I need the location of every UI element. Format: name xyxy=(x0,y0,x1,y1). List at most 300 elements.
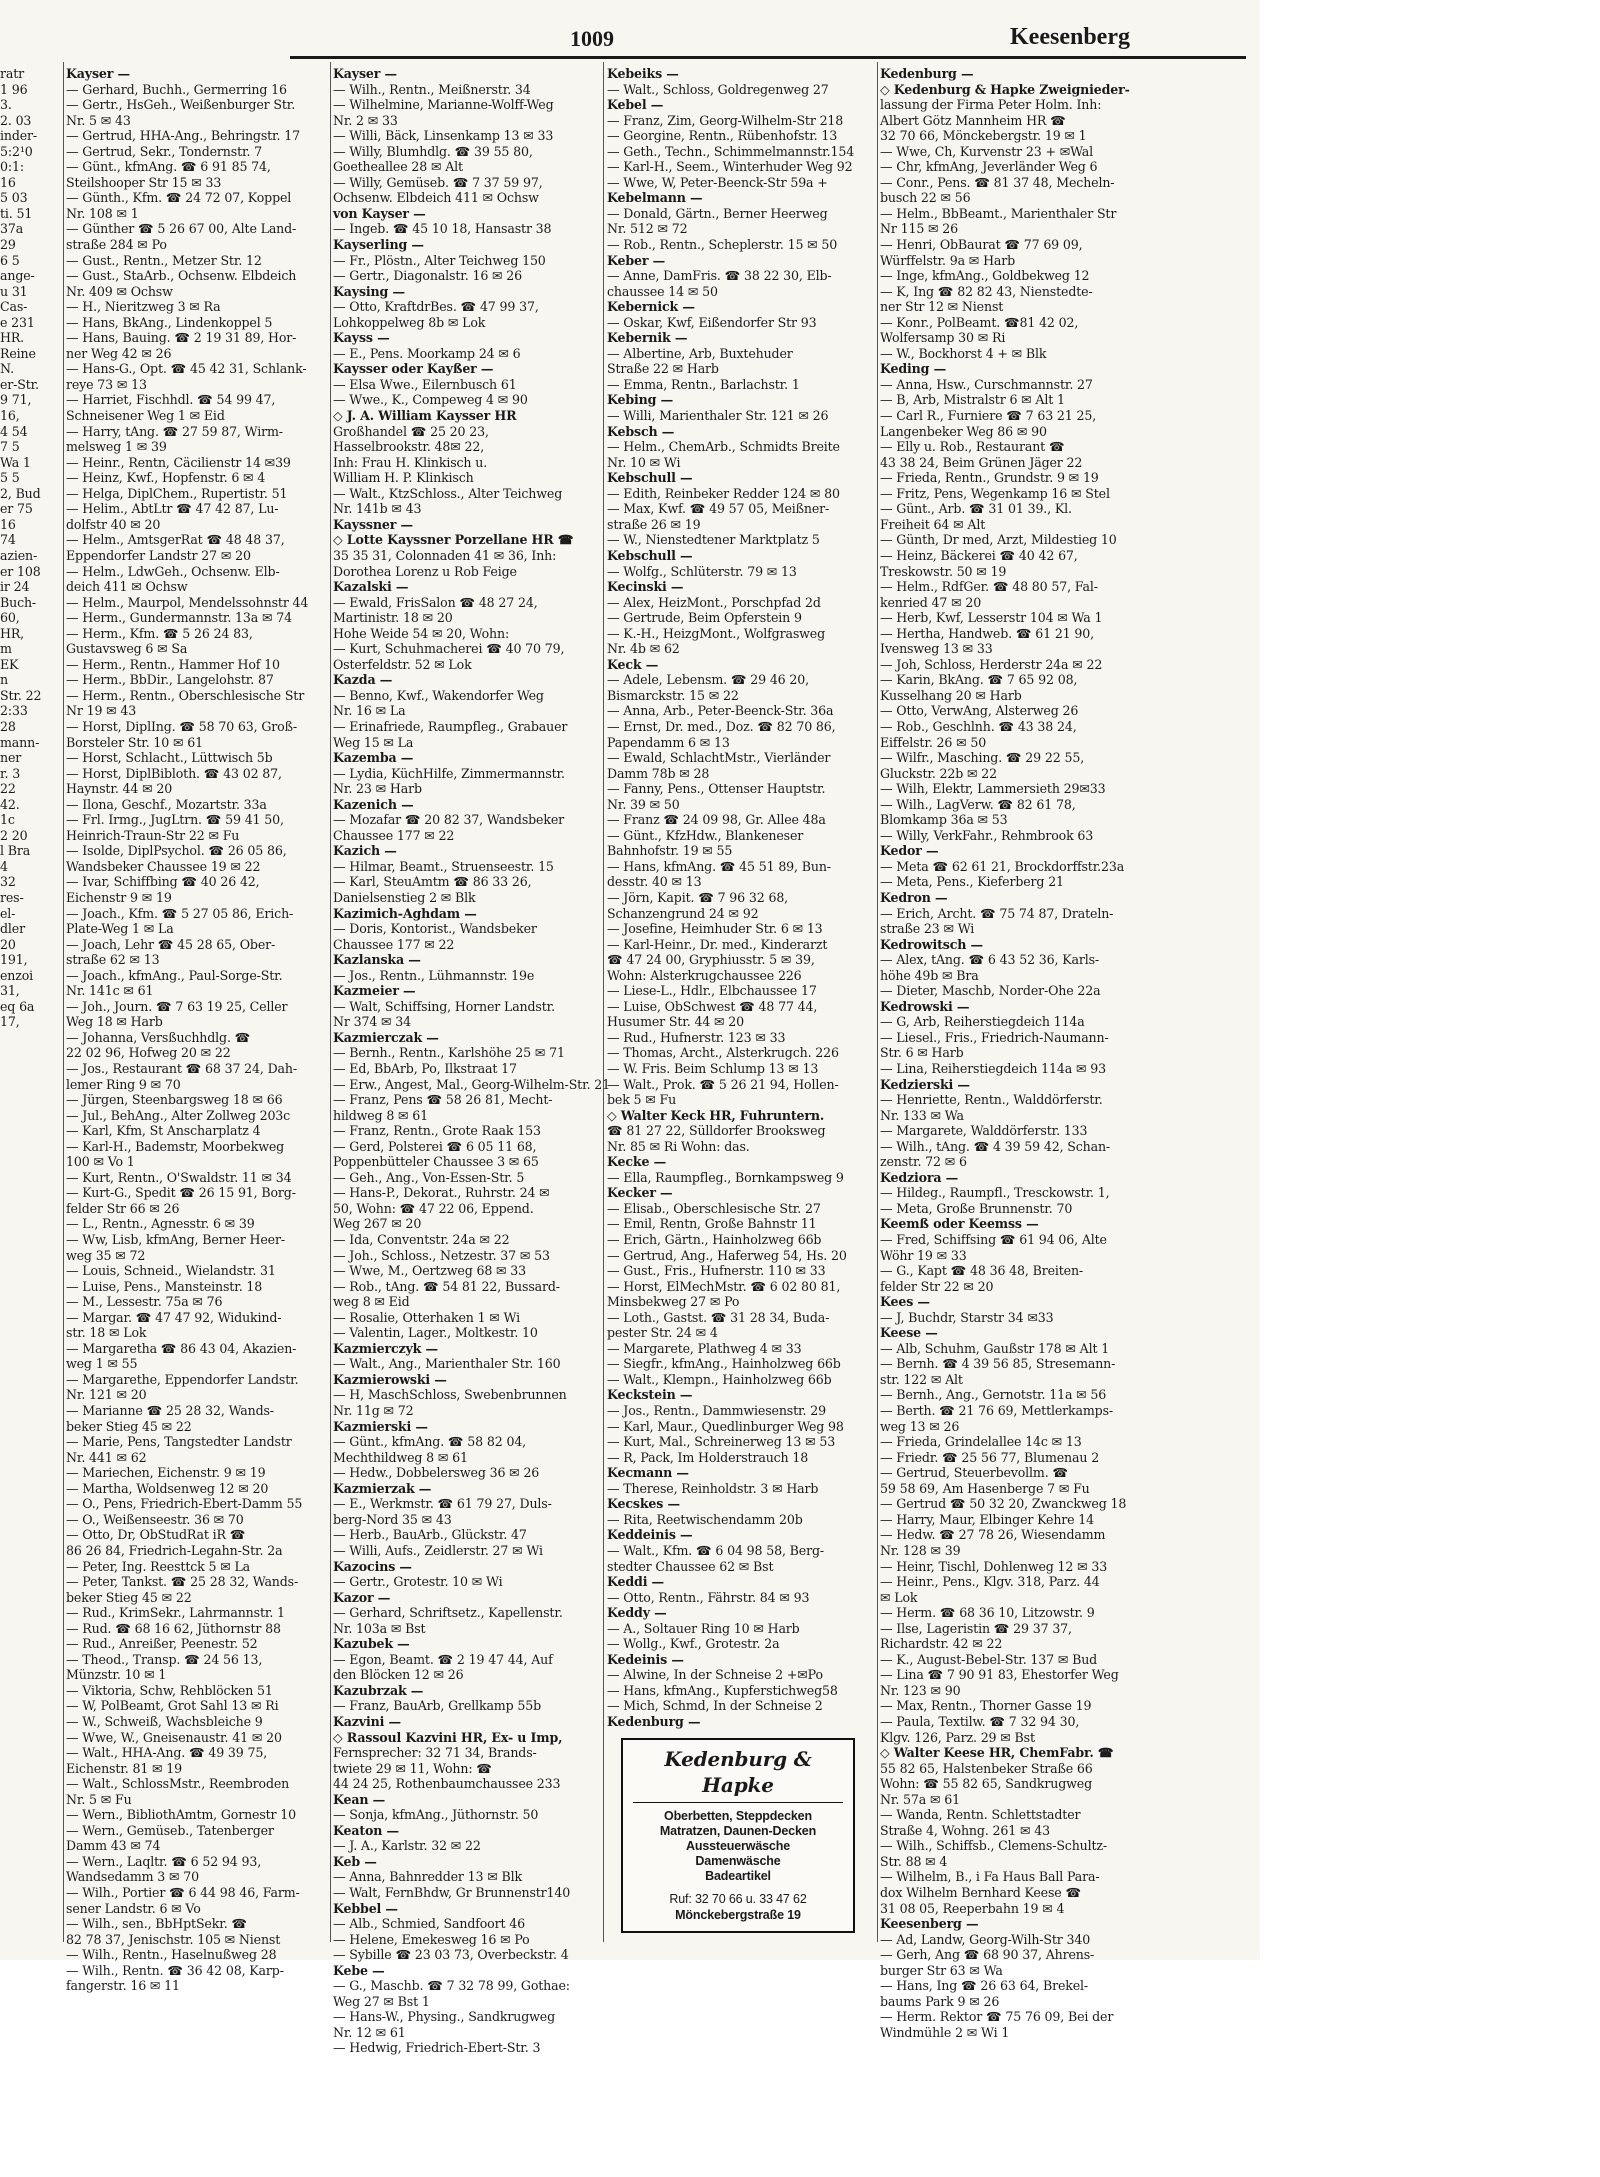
cut-off-line: Cas- xyxy=(0,299,28,315)
directory-line: — Rud., KrimSekr., Lahrmannstr. 1 xyxy=(66,1605,285,1621)
directory-line: — Walt, FernBhdw, Gr Brunnenstr140 xyxy=(333,1884,571,1900)
directory-line: — Geh., Ang., Von-Essen-Str. 5 xyxy=(333,1169,525,1185)
directory-line: Kebe — xyxy=(333,1962,385,1978)
directory-line: Haynstr. 44 ✉ 20 xyxy=(66,781,173,797)
cut-off-line: 37a xyxy=(0,221,24,237)
directory-line: — Walt., SchlossMstr., Reembroden xyxy=(66,1776,290,1792)
directory-line: — Frieda, Rentn., Grundstr. 9 ✉ 19 xyxy=(880,470,1099,486)
directory-line: baums Park 9 ✉ 26 xyxy=(880,1993,1000,2009)
directory-line: Damm 43 ✉ 74 xyxy=(66,1838,161,1854)
directory-line: — Willy, VerkFahr., Rehmbrook 63 xyxy=(880,827,1094,843)
directory-line: — Friedr. ☎ 25 56 77, Blumenau 2 xyxy=(880,1449,1100,1465)
directory-line: Nr 19 ✉ 43 xyxy=(66,703,137,719)
directory-line: — Günt., Arb. ☎ 31 01 39., Kl. xyxy=(880,501,1072,517)
directory-line: Kazich — xyxy=(333,843,397,859)
directory-line: — Günt., KfzHdw., Blankeneser xyxy=(607,827,804,843)
directory-line: — Margarethe, Eppendorfer Landstr. xyxy=(66,1371,299,1387)
directory-line: — Günther ☎ 5 26 67 00, Alte Land- xyxy=(66,221,297,237)
directory-line: Nr. 108 ✉ 1 xyxy=(66,205,139,221)
column-divider xyxy=(63,62,64,1942)
directory-line: Keck — xyxy=(607,656,659,672)
cut-off-line: ange- xyxy=(0,268,35,284)
directory-line: Keding — xyxy=(880,361,947,377)
cut-off-line: 28 xyxy=(0,718,16,734)
cut-off-line: ti. 51 xyxy=(0,205,33,221)
directory-line: — Wwe, M., Oertzweg 68 ✉ 33 xyxy=(333,1263,527,1279)
directory-line: chaussee 14 ✉ 50 xyxy=(607,283,718,299)
cut-off-line: 9 71, xyxy=(0,392,32,408)
directory-line: — Rud. ☎ 68 16 62, Jüthornstr 88 xyxy=(66,1620,281,1636)
directory-line: — Gerd, Polsterei ☎ 6 05 11 68, xyxy=(333,1138,537,1154)
directory-line: Kazenich — xyxy=(333,796,414,812)
directory-line: — Conr., Pens. ☎ 81 37 48, Mecheln- xyxy=(880,174,1115,190)
directory-line: — W, PolBeamt, Grot Sahl 13 ✉ Ri xyxy=(66,1698,279,1714)
directory-line: Kebel — xyxy=(607,97,664,113)
directory-line: höhe 49b ✉ Bra xyxy=(880,967,979,983)
directory-line: — Herm., Kfm. ☎ 5 26 24 83, xyxy=(66,625,253,641)
directory-line: — Walt, Schiffsing, Horner Landstr. xyxy=(333,998,555,1014)
column-3-lines xyxy=(607,66,875,1730)
directory-line: — Herm. Rektor ☎ 75 76 09, Bei der xyxy=(880,2009,1114,2025)
directory-line: — Wilh, Elektr, Lammersieth 29✉33 xyxy=(880,781,1106,797)
directory-line: — Wilh., Rentn. ☎ 36 42 08, Karp- xyxy=(66,1962,284,1978)
directory-line: busch 22 ✉ 56 xyxy=(880,190,971,206)
directory-line: — Kurt, Mal., Schreinerweg 13 ✉ 53 xyxy=(607,1434,836,1450)
directory-line: Kazvini — xyxy=(333,1713,401,1729)
directory-line: — Willi, Aufs., Zeidlerstr. 27 ✉ Wi xyxy=(333,1542,543,1558)
directory-line: Borsteler Str. 10 ✉ 61 xyxy=(66,734,203,750)
directory-line: — Ad, Landw, Georg-Wilh-Str 340 xyxy=(880,1931,1091,1947)
directory-line: Kebernick — xyxy=(607,299,695,315)
directory-line: Nr 374 ✉ 34 xyxy=(333,1014,412,1030)
directory-line: — Jos., Rentn., Dammwiesenstr. 29 xyxy=(607,1403,826,1419)
directory-line: Eiffelstr. 26 ✉ 50 xyxy=(880,734,987,750)
directory-line: Kaysing — xyxy=(333,283,405,299)
directory-line: Kebernik — xyxy=(607,330,688,346)
directory-line: — Walt., Klempn., Hainholzweg 66b xyxy=(607,1371,832,1387)
directory-line: Schneisener Weg 1 ✉ Eid xyxy=(66,408,225,424)
directory-line: — Sybille ☎ 23 03 73, Overbeckstr. 4 xyxy=(333,1947,569,1963)
directory-line: — Anne, DamFris. ☎ 38 22 30, Elb- xyxy=(607,268,832,284)
directory-line: — Gertrud, Steuerbevollm. ☎ xyxy=(880,1465,1068,1481)
directory-line: hildweg 8 ✉ 61 xyxy=(333,1107,429,1123)
directory-line: Gluckstr. 22b ✉ 22 xyxy=(880,765,998,781)
cut-off-line: 17, xyxy=(0,1014,20,1030)
directory-line: — Joach., kfmAng., Paul-Sorge-Str. xyxy=(66,967,283,983)
directory-line: Treskowstr. 50 ✉ 19 xyxy=(880,563,1007,579)
directory-line: Nr. 121 ✉ 20 xyxy=(66,1387,147,1403)
directory-line: weg 1 ✉ 55 xyxy=(66,1356,138,1372)
cut-off-line: HR, xyxy=(0,625,25,641)
directory-line: melsweg 1 ✉ 39 xyxy=(66,439,167,455)
directory-line: Eichenstr 9 ✉ 19 xyxy=(66,889,172,905)
directory-line: Kedrowski — xyxy=(880,998,970,1014)
column-0-cutoff xyxy=(0,66,60,1946)
directory-line: — Georgine, Rentn., Rübenhofstr. 13 xyxy=(607,128,838,144)
cut-off-line: er 108 xyxy=(0,563,41,579)
directory-line: Chaussee 177 ✉ 22 xyxy=(333,936,455,952)
cut-off-line: ratr xyxy=(0,66,25,81)
directory-line: — Alb., Schmied, Sandfoort 46 xyxy=(333,1916,525,1932)
directory-line: — Hans-W., Physing., Sandkrugweg xyxy=(333,2009,555,2025)
directory-line: Kayser — xyxy=(333,66,397,81)
directory-line: 44 24 25, Rothenbaumchaussee 233 xyxy=(333,1776,561,1792)
directory-line: — K.-H., HeizgMont., Wolfgrasweg xyxy=(607,625,825,641)
directory-line: — Walt., KtzSchloss., Alter Teichweg xyxy=(333,485,563,501)
cut-off-line: 42. xyxy=(0,796,20,812)
directory-line: Eppendorfer Landstr 27 ✉ 20 xyxy=(66,547,251,563)
directory-line: — Therese, Reinholdstr. 3 ✉ Harb xyxy=(607,1480,819,1496)
directory-line: — Wilh., Rentn., Meißnerstr. 34 xyxy=(333,81,531,97)
directory-line: lemer Ring 9 ✉ 70 xyxy=(66,1076,181,1092)
directory-line: — Hans, kfmAng. ☎ 45 51 89, Bun- xyxy=(607,858,831,874)
directory-line: — Marianne ☎ 25 28 32, Wands- xyxy=(66,1403,274,1419)
directory-line: — Horst, ElMechMstr. ☎ 6 02 80 81, xyxy=(607,1278,841,1294)
directory-line: — Kurt, Rentn., O'Swaldstr. 11 ✉ 34 xyxy=(66,1169,292,1185)
directory-line: — Franz ☎ 24 09 98, Gr. Allee 48a xyxy=(607,812,826,828)
directory-line: Nr. 103a ✉ Bst xyxy=(333,1620,426,1636)
directory-line: Nr. 441 ✉ 62 xyxy=(66,1449,147,1465)
directory-line: — Frieda, Grindelallee 14c ✉ 13 xyxy=(880,1434,1082,1450)
directory-line: Kayss — xyxy=(333,330,390,346)
directory-line: — Helim., AbtLtr ☎ 47 42 87, Lu- xyxy=(66,501,279,517)
cut-off-line: ir 24 xyxy=(0,579,30,595)
directory-line: — Helm., Maurpol, Mendelssohnstr 44 xyxy=(66,594,309,610)
cut-off-line: n xyxy=(0,672,8,688)
directory-line: — Lina ☎ 7 90 91 83, Ehestorfer Weg xyxy=(880,1667,1119,1683)
directory-line: — Fred, Schiffsing ☎ 61 94 06, Alte xyxy=(880,1232,1107,1248)
directory-line: — Wolfg., Schlüterstr. 79 ✉ 13 xyxy=(607,563,797,579)
cut-off-line: mann- xyxy=(0,734,40,750)
directory-line: 59 58 69, Am Hasenberge 7 ✉ Fu xyxy=(880,1480,1090,1496)
directory-line: — Sonja, kfmAng., Jüthornstr. 50 xyxy=(333,1807,539,1823)
directory-line: — Inge, kfmAng., Goldbekweg 12 xyxy=(880,268,1090,284)
directory-line: — Rob., Geschlnh. ☎ 43 38 24, xyxy=(880,718,1077,734)
directory-line: — Frl. Irmg., JugLtrn. ☎ 59 41 50, xyxy=(66,812,284,828)
directory-line: — Heinz, Kwf., Hopfenstr. 6 ✉ 4 xyxy=(66,470,266,486)
directory-line: — Gertrud ☎ 50 32 20, Zwanckweg 18 xyxy=(880,1496,1127,1512)
directory-line: — Kurt-G., Spedit ☎ 26 15 91, Borg- xyxy=(66,1185,296,1201)
directory-line: — Max, Rentn., Thorner Gasse 19 xyxy=(880,1698,1092,1714)
cut-off-line: 20 xyxy=(0,936,16,952)
directory-line: Kean — xyxy=(333,1791,386,1807)
directory-line: 35 35 31, Colonnaden 41 ✉ 36, Inh: xyxy=(333,547,557,563)
directory-line: — Wern., Laqltr. ☎ 6 52 94 93, xyxy=(66,1853,262,1869)
cut-off-line: 29 xyxy=(0,237,16,253)
directory-line: — Ed, BbArb, Po, Ilkstraat 17 xyxy=(333,1061,517,1076)
directory-line: Wohn: ☎ 55 82 65, Sandkrugweg xyxy=(880,1776,1092,1792)
directory-line: — Willy, Gemüseb. ☎ 7 37 59 97, xyxy=(333,174,543,190)
directory-line: — Wern., Gemüseb., Tatenberger xyxy=(66,1822,274,1838)
directory-line: — Gerhard, Schriftsetz., Kapellenstr. xyxy=(333,1605,563,1621)
directory-line: — Josefine, Heimhuder Str. 6 ✉ 13 xyxy=(607,921,823,937)
directory-line: Kazubek — xyxy=(333,1636,410,1652)
cut-off-line: 3. xyxy=(0,97,12,113)
directory-line: — Walt., Kfm. ☎ 6 04 98 58, Berg- xyxy=(607,1542,824,1558)
directory-line: Fernsprecher: 32 71 34, Brands- xyxy=(333,1745,537,1761)
directory-line: — Walt., HHA-Ang. ☎ 49 39 75, xyxy=(66,1745,268,1761)
directory-line: Wohn: Alsterkrugchaussee 226 xyxy=(607,967,802,983)
directory-line: Kebeiks — xyxy=(607,66,679,81)
directory-line: Langenbeker Weg 86 ✉ 90 xyxy=(880,423,1047,439)
directory-line: kenried 47 ✉ 20 xyxy=(880,594,982,610)
directory-line: — Gerh, Ang ☎ 68 90 37, Ahrens- xyxy=(880,1947,1095,1963)
directory-line: Kazocins — xyxy=(333,1558,412,1574)
directory-line: — Herm., Rentn., Oberschlesische Str xyxy=(66,687,305,703)
directory-line: — Carl R., Furniere ☎ 7 63 21 25, xyxy=(880,408,1097,424)
directory-line: — Otto, KraftdrBes. ☎ 47 99 37, xyxy=(333,299,539,315)
directory-line: Kebschull — xyxy=(607,547,693,563)
directory-line: ◇ Kedenburg & Hapke Zweignieder- xyxy=(880,81,1130,97)
directory-line: — Horst, DiplBibloth. ☎ 43 02 87, xyxy=(66,765,282,781)
directory-line: Husumer Str. 44 ✉ 20 xyxy=(607,1014,745,1030)
directory-line: Str. 88 ✉ 4 xyxy=(880,1853,948,1869)
directory-line: dolfstr 40 ✉ 20 xyxy=(66,516,161,532)
directory-line: Goetheallee 28 ✉ Alt xyxy=(333,159,463,175)
directory-line: — Anna, Bahnredder 13 ✉ Blk xyxy=(333,1869,522,1885)
directory-line: 55 82 65, Halstenbeker Straße 66 xyxy=(880,1760,1093,1776)
directory-line: — Theod., Transp. ☎ 24 56 13, xyxy=(66,1651,263,1667)
directory-line: — Herm., Rentn., Hammer Hof 10 xyxy=(66,656,280,672)
cut-off-line: 1c xyxy=(0,812,15,828)
directory-line: ◇ J. A. William Kaysser HR xyxy=(333,408,517,424)
directory-line: — Fr., Plöstn., Alter Teichweg 150 xyxy=(333,252,546,268)
directory-line: — Gertrud, Ang., Haferweg 54, Hs. 20 xyxy=(607,1247,847,1263)
directory-line: — Ernst, Dr. med., Doz. ☎ 82 70 86, xyxy=(607,718,836,734)
directory-line: — Helga, DiplChem., Rupertistr. 51 xyxy=(66,485,288,501)
directory-line: — Wwe, Ch, Kurvenstr 23 + ✉Wal xyxy=(880,143,1094,159)
directory-line: desstr. 40 ✉ 13 xyxy=(607,874,702,890)
directory-line: — Elisab., Oberschlesische Str. 27 xyxy=(607,1200,821,1216)
directory-line: — Donald, Gärtn., Berner Heerweg xyxy=(607,205,828,221)
directory-line: — Rita, Reetwischendamm 20b xyxy=(607,1511,803,1527)
directory-line: — Helm., LdwGeh., Ochsenw. Elb- xyxy=(66,563,280,579)
directory-line: — Gust., StaArb., Ochsenw. Elbdeich xyxy=(66,268,297,284)
directory-line: — Wilh., tAng. ☎ 4 39 59 42, Schan- xyxy=(880,1138,1111,1154)
cut-off-line: Str. 22 xyxy=(0,687,42,703)
directory-line: beker Stieg 45 ✉ 22 xyxy=(66,1589,192,1605)
directory-line: fangerstr. 16 ✉ 11 xyxy=(66,1978,180,1994)
ad-street: Mönckebergstraße 19 xyxy=(675,1907,801,1922)
directory-line: — Hans, kfmAng., Kupferstichweg58 xyxy=(607,1682,838,1698)
directory-line: — Jos., Rentn., Lühmannstr. 19e xyxy=(333,967,535,983)
directory-line: — Luise, ObSchwest ☎ 48 77 44, xyxy=(607,998,818,1014)
column-3 xyxy=(607,66,875,1946)
cut-off-line: e 231 xyxy=(0,314,35,330)
directory-line: reye 73 ✉ 13 xyxy=(66,376,147,392)
directory-line: — Martha, Woldsenweg 12 ✉ 20 xyxy=(66,1480,269,1496)
directory-line: — Erich, Archt. ☎ 75 74 87, Drateln- xyxy=(880,905,1114,921)
directory-line: Kazor — xyxy=(333,1589,391,1605)
directory-line: — Willi, Marienthaler Str. 121 ✉ 26 xyxy=(607,408,829,424)
directory-line: den Blöcken 12 ✉ 26 xyxy=(333,1667,464,1683)
directory-line: stedter Chaussee 62 ✉ Bst xyxy=(607,1558,774,1574)
cut-off-line: 1 96 xyxy=(0,81,28,97)
directory-line: — Johanna, Versßuchhdlg. ☎ xyxy=(66,1029,251,1045)
directory-line: — Viktoria, Schw, Rehblöcken 51 xyxy=(66,1682,273,1698)
directory-line: twiete 29 ✉ 11, Wohn: ☎ xyxy=(333,1760,492,1776)
cut-off-line: 191, xyxy=(0,952,28,968)
directory-line: Richardstr. 42 ✉ 22 xyxy=(880,1636,1003,1652)
directory-line: — Rud., Hufnerstr. 123 ✉ 33 xyxy=(607,1029,786,1045)
directory-line: — Geth., Techn., Schimmelmannstr.154 xyxy=(607,143,855,159)
directory-line: Poppenbütteler Chaussee 3 ✉ 65 xyxy=(333,1154,539,1170)
directory-line: — Günth, Dr med, Arzt, Mildestieg 10 xyxy=(880,532,1117,548)
directory-line: Keddeinis — xyxy=(607,1527,693,1543)
directory-line: — Hans, Ing ☎ 26 63 64, Brekel- xyxy=(880,1978,1089,1994)
directory-line: Kedenburg — xyxy=(607,1713,701,1729)
cut-off-line: er-Str. xyxy=(0,376,40,392)
directory-line: Danielsenstieg 2 ✉ Blk xyxy=(333,889,476,905)
cut-off-line: 16 xyxy=(0,174,16,190)
directory-line: — Joh., Journ. ☎ 7 63 19 25, Celler xyxy=(66,998,288,1014)
directory-line: — Helene, Emekesweg 16 ✉ Po xyxy=(333,1931,530,1947)
directory-line: — Bernh., Ang., Gernotstr. 11a ✉ 56 xyxy=(880,1387,1107,1403)
directory-line: Mechthildweg 8 ✉ 61 xyxy=(333,1449,468,1465)
directory-line: — Gertrud, Sekr., Tondernstr. 7 xyxy=(66,143,263,159)
directory-line: — Ww, Lisb, kfmAng, Berner Heer- xyxy=(66,1232,285,1248)
directory-line: — Adele, Lebensm. ☎ 29 46 20, xyxy=(607,672,809,688)
directory-line: — W., Schweiß, Wachsbleiche 9 xyxy=(66,1713,263,1729)
directory-line: — Albertine, Arb, Buxtehuder xyxy=(607,345,793,361)
directory-line: Kees — xyxy=(880,1294,930,1310)
directory-line: — Elly u. Rob., Restaurant ☎ xyxy=(880,439,1065,455)
directory-line: — Harriet, Fischhdl. ☎ 54 99 47, xyxy=(66,392,276,408)
directory-line: — Siegfr., kfmAng., Hainholzweg 66b xyxy=(607,1356,841,1372)
cut-off-line: m xyxy=(0,641,12,657)
directory-line: — Joach., Kfm. ☎ 5 27 05 86, Erich- xyxy=(66,905,294,921)
directory-line: Wolfersamp 30 ✉ Ri xyxy=(880,330,1006,346)
directory-line: Kebschull — xyxy=(607,470,693,486)
directory-line: Kayssner — xyxy=(333,516,413,532)
directory-line: — K., August-Bebel-Str. 137 ✉ Bud xyxy=(880,1651,1098,1667)
directory-line: 86 26 84, Friedrich-Legahn-Str. 2a xyxy=(66,1542,283,1558)
directory-line: felder Str 66 ✉ 26 xyxy=(66,1200,180,1216)
directory-line: — Helm., BbBeamt., Marienthaler Str xyxy=(880,205,1117,221)
directory-line: — L., Rentn., Agnesstr. 6 ✉ 39 xyxy=(66,1216,255,1232)
directory-line: Schanzengrund 24 ✉ 92 xyxy=(607,905,759,921)
directory-line: — Anna, Hsw., Curschmannstr. 27 xyxy=(880,376,1093,392)
directory-line: burger Str 63 ✉ Wa xyxy=(880,1962,1003,1978)
directory-line: — Hertha, Handweb. ☎ 61 21 90, xyxy=(880,625,1094,641)
directory-line: — Hans, Bauing. ☎ 2 19 31 89, Hor- xyxy=(66,330,297,346)
directory-line: Windmühle 2 ✉ Wi 1 xyxy=(880,2024,1010,2040)
cut-off-line: EK xyxy=(0,656,19,672)
directory-line: — Rob., Rentn., Scheplerstr. 15 ✉ 50 xyxy=(607,237,838,253)
directory-line: Heinrich-Traun-Str 22 ✉ Fu xyxy=(66,827,240,843)
cut-off-line: azien- xyxy=(0,547,38,563)
cut-off-line: el- xyxy=(0,905,16,921)
directory-line: — E., Werkmstr. ☎ 61 79 27, Duls- xyxy=(333,1496,552,1512)
directory-line: — Paula, Textilw. ☎ 7 32 94 30, xyxy=(880,1713,1080,1729)
directory-line: — Wilhelm, B., i Fa Haus Ball Para- xyxy=(880,1869,1100,1885)
column-divider xyxy=(603,62,604,1942)
cut-off-line: 2:33 xyxy=(0,703,28,719)
directory-line: — Peter, Ing. Reesttck 5 ✉ La xyxy=(66,1558,251,1574)
cut-off-line: Buch- xyxy=(0,594,37,610)
directory-line: Keddy — xyxy=(607,1605,667,1621)
cut-off-line: eq 6a xyxy=(0,998,35,1014)
directory-line: Bahnhofstr. 19 ✉ 55 xyxy=(607,843,733,859)
cut-off-line: 4 54 xyxy=(0,423,28,439)
directory-line: Nr. 133 ✉ Wa xyxy=(880,1107,964,1123)
directory-line: 100 ✉ Vo 1 xyxy=(66,1154,135,1170)
cut-off-line: 22 xyxy=(0,781,16,797)
cut-off-line: 6 5 xyxy=(0,252,20,268)
directory-line: — Emma, Rentn., Barlachstr. 1 xyxy=(607,376,800,392)
cut-off-line: 2, Bud xyxy=(0,485,41,501)
directory-line: Weg 15 ✉ La xyxy=(333,734,414,750)
directory-line: Kazmierczyk — xyxy=(333,1340,438,1356)
directory-line: — Loth., Gastst. ☎ 31 28 34, Buda- xyxy=(607,1309,830,1325)
directory-line: — Lydia, KüchHilfe, Zimmermannstr. xyxy=(333,765,565,781)
directory-line: Plate-Weg 1 ✉ La xyxy=(66,921,174,937)
directory-line: — Henriette, Rentn., Walddörferstr. xyxy=(880,1092,1103,1108)
directory-line: — Herb., BauArb., Glückstr. 47 xyxy=(333,1527,527,1543)
directory-line: — Karl-Heinr., Dr. med., Kinderarzt xyxy=(607,936,828,952)
cut-off-line: dler xyxy=(0,921,25,937)
directory-line: — Emil, Rentn, Große Bahnstr 11 xyxy=(607,1216,817,1232)
directory-line: Lohkoppelweg 8b ✉ Lok xyxy=(333,314,486,330)
cut-off-line: 74 xyxy=(0,532,16,548)
directory-line: — Ella, Raumpfleg., Bornkampsweg 9 xyxy=(607,1169,844,1185)
directory-line: — Franz, BauArb, Grellkamp 55b xyxy=(333,1698,541,1714)
directory-line: — Wilh., Portier ☎ 6 44 98 46, Farm- xyxy=(66,1884,300,1900)
directory-line: bek 5 ✉ Fu xyxy=(607,1092,677,1108)
directory-line: — Wern., BibliothAmtm, Gornestr 10 xyxy=(66,1807,297,1823)
directory-line: — Isolde, DiplPsychol. ☎ 26 05 86, xyxy=(66,843,287,859)
cut-off-line: 5:2¹0 xyxy=(0,143,33,159)
cut-off-line: 5 5 xyxy=(0,470,20,486)
directory-line: — Karl, SteuAmtm ☎ 86 33 26, xyxy=(333,874,532,890)
ad-product-line: Badeartikel xyxy=(705,1868,771,1883)
directory-line: — O., Pens, Friedrich-Ebert-Damm 55 xyxy=(66,1496,303,1512)
directory-line: — Ilona, Geschf., Mozartstr. 33a xyxy=(66,796,267,812)
directory-line: — Alb, Schuhm, Gaußstr 178 ✉ Alt 1 xyxy=(880,1340,1110,1356)
directory-line: Freiheit 64 ✉ Alt xyxy=(880,516,986,532)
directory-line: Chaussee 177 ✉ 22 xyxy=(333,827,455,843)
ad-product-line: Matratzen, Daunen-Decken xyxy=(659,1823,817,1838)
directory-line: Kaysser oder Kayßer — xyxy=(333,361,494,377)
directory-line: — Peter, Tankst. ☎ 25 28 32, Wands- xyxy=(66,1574,299,1590)
directory-line: Hasselbrookstr. 48✉ 22, xyxy=(333,439,485,455)
directory-line: — Margarete, Walddörferstr. 133 xyxy=(880,1123,1088,1139)
directory-line: — Ida, Conventstr. 24a ✉ 22 xyxy=(333,1232,510,1248)
header-rule xyxy=(290,56,1246,59)
ad-product-line: Damenwäsche xyxy=(695,1853,781,1868)
directory-line: — Oskar, Kwf, Eißendorfer Str 93 xyxy=(607,314,817,330)
directory-line: — Lina, Reiherstiegdeich 114a ✉ 93 xyxy=(880,1061,1106,1076)
directory-line: — Marie, Pens, Tangstedter Landstr xyxy=(66,1434,292,1450)
directory-line: — Günth., Kfm. ☎ 24 72 07, Koppel xyxy=(66,190,292,206)
directory-line: str. 122 ✉ Alt xyxy=(880,1371,963,1387)
directory-line: Wöhr 19 ✉ 33 xyxy=(880,1247,967,1263)
directory-line: — Willy, Blumhdlg. ☎ 39 55 80, xyxy=(333,143,533,159)
directory-line: — Karl, Kfm, St Anscharplatz 4 xyxy=(66,1123,261,1139)
directory-line: lassung der Firma Peter Holm. Inh: xyxy=(880,97,1102,113)
directory-line: Dorothea Lorenz u Rob Feige xyxy=(333,563,517,579)
directory-line: — Karl-H., Bademstr, Moorbekweg xyxy=(66,1138,285,1154)
directory-line: Keb — xyxy=(333,1853,377,1869)
directory-line: — Hildeg., Raumpfl., Tresckowstr. 1, xyxy=(880,1185,1110,1201)
directory-line: — Harry, tAng. ☎ 27 59 87, Wirm- xyxy=(66,423,283,439)
directory-line: — Liese-L., Hdlr., Elbchaussee 17 xyxy=(607,983,817,999)
cut-off-line: res- xyxy=(0,889,24,905)
directory-line: — Wilh., Schiffsb., Clemens-Schultz- xyxy=(880,1838,1107,1854)
directory-line: felder Str 22 ✉ 20 xyxy=(880,1278,994,1294)
directory-line: — H, MaschSchloss, Swebenbrunnen xyxy=(333,1387,567,1403)
directory-line: — Hans, BkAng., Lindenkoppel 5 xyxy=(66,314,273,330)
